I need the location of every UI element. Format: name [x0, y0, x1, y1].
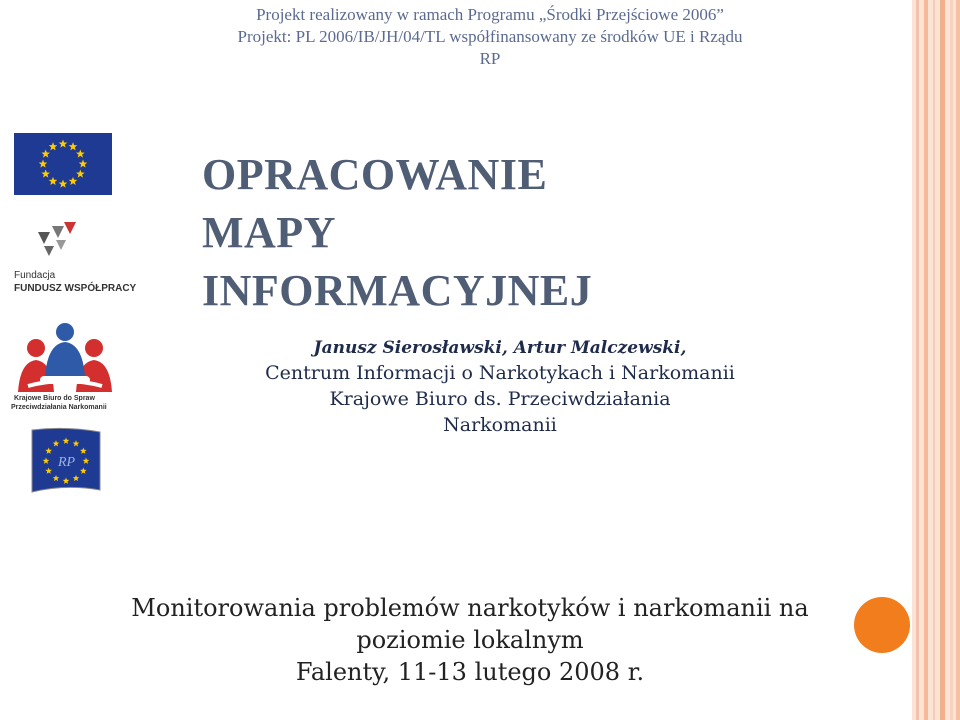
header-line-3: RP: [479, 49, 501, 68]
project-header: [180, 4, 800, 70]
eu-flag-logo: [14, 133, 112, 195]
kbpn-label-1: Krajowe Biuro do Spraw: [14, 395, 95, 402]
footer-line-2: poziomie lokalnym: [356, 626, 584, 654]
authors: Janusz Sierosławski, Artur Malczewski,: [313, 338, 687, 358]
rp-eu-flag-logo: [28, 426, 104, 496]
kbpn-label-2: Przeciwdziałania Narkomanii: [11, 404, 107, 411]
orange-circle-decoration: [854, 597, 910, 653]
header-line-1: Projekt realizowany w ramach Programu „Środki Przejściowe 2006”: [256, 5, 724, 24]
title-line-3: INFORMACYJNEJ: [202, 266, 593, 315]
institution-line-2: Krajowe Biuro ds. Przeciwdziałania: [329, 388, 671, 410]
kbpn-logo: [10, 320, 120, 415]
right-edge-stripes: [912, 0, 960, 720]
people-figures-icon: [18, 323, 112, 392]
title-line-2: MAPY: [202, 208, 336, 257]
fundacja-label-1: Fundacja: [14, 270, 56, 281]
fundacja-logo: [12, 218, 137, 296]
institution-line-1: Centrum Informacji o Narkotykach i Narkomanii: [265, 362, 735, 384]
rp-flag-text: RP: [58, 455, 76, 470]
page-title: [202, 146, 592, 320]
footer-line-3: Falenty, 11-13 lutego 2008 r.: [295, 658, 645, 686]
institution-line-3: Narkomanii: [443, 414, 557, 436]
title-line-1: OPRACOWANIE: [202, 150, 548, 199]
footer-line-1: Monitorowania problemów narkotyków i narkomanii na: [131, 594, 809, 622]
arrows-icon: [38, 222, 76, 256]
institution: [150, 360, 850, 438]
header-line-2: Projekt: PL 2006/IB/JH/04/TL współfinansowany ze środków UE i Rządu: [237, 27, 743, 46]
fundacja-label-2: FUNDUSZ WSPÓŁPRACY: [14, 283, 137, 294]
event-footer: [60, 592, 880, 688]
